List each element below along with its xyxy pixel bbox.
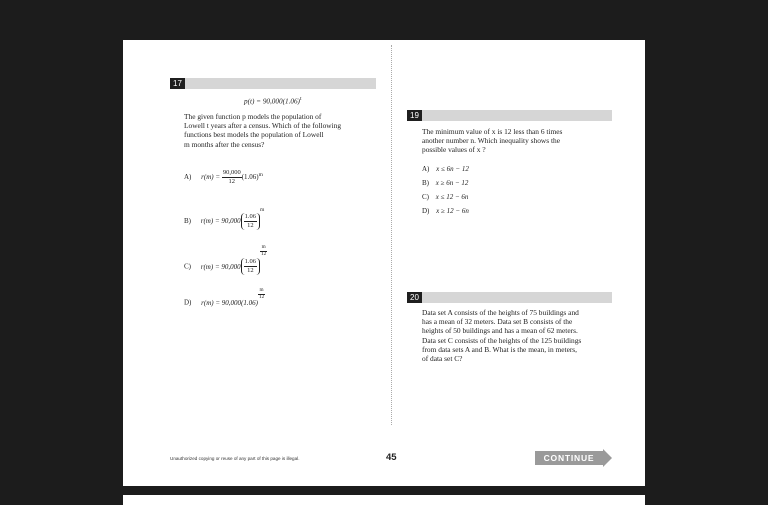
- q20-prompt: Data set A consists of the heights of 75 buildings and has a mean of 32 meters. Data set B consists of the heights of 50 buildings and has a mean of 62 meters. Data set C consists of the heights of the 125 buildings from data sets A and B. What is the mean, in meters, of data set C?: [422, 308, 582, 364]
- next-page-edge: [123, 495, 645, 505]
- exponent-fraction: $\frac{m}{12}$: [261, 244, 267, 257]
- exponent-fraction: $\frac{m}{12}$: [258, 287, 265, 300]
- continue-button[interactable]: CONTINUE: [535, 451, 603, 465]
- q19-choice-d[interactable]: D) x ≥ 12 − 6n: [422, 207, 469, 215]
- q17-prompt: The given function p models the population of Lowell t years after a census. Which of the following functions best models the population of Lowell m months after the census?: [184, 112, 342, 149]
- q19-choice-a[interactable]: A) x ≤ 6n − 12: [422, 165, 469, 173]
- parenthesis: $\frac{1.06}{12}$: [241, 213, 260, 230]
- q17-header-bar: [170, 78, 376, 89]
- q20-number: 20: [407, 292, 422, 303]
- q17-choice-b[interactable]: B) r(m) = 90,000 $\frac{1.06}{12}$ $^m$: [184, 207, 265, 229]
- q19-prompt: The minimum value of x is 12 less than 6 times another number n. Which inequality shows the possible values of x ?: [422, 127, 563, 155]
- q17-choice-c[interactable]: C) r(m) = 90,000 $\frac{1.06}{12}$ $\frac{m}{12}$: [184, 244, 267, 275]
- fraction: $\frac{90,000}{12}$: [222, 169, 241, 185]
- q17-given-formula: $p(t) = 90,000(1.06)^t$: [244, 96, 302, 106]
- arrow-right-icon[interactable]: [603, 449, 612, 467]
- q19-choice-b[interactable]: B) x ≥ 6n − 12: [422, 179, 469, 187]
- parenthesis: $\frac{1.06}{12}$: [241, 258, 260, 275]
- q17-choice-a[interactable]: A) r(m) = $\frac{90,000}{12}$ $(1.06)^m$: [184, 169, 263, 185]
- q17-choice-d[interactable]: D) r(m) = 90,000(1.06) $\frac{m}{12}$: [184, 287, 265, 307]
- q20-header-bar: [407, 292, 612, 303]
- q17-number: 17: [170, 78, 185, 89]
- column-divider: [391, 45, 392, 425]
- page-number: 45: [386, 452, 397, 463]
- q19-number: 19: [407, 110, 422, 121]
- q19-choice-c[interactable]: C) x ≤ 12 − 6n: [422, 193, 469, 201]
- q19-header-bar: [407, 110, 612, 121]
- copyright-note: Unauthorized copying or reuse of any part of this page is illegal.: [170, 456, 300, 461]
